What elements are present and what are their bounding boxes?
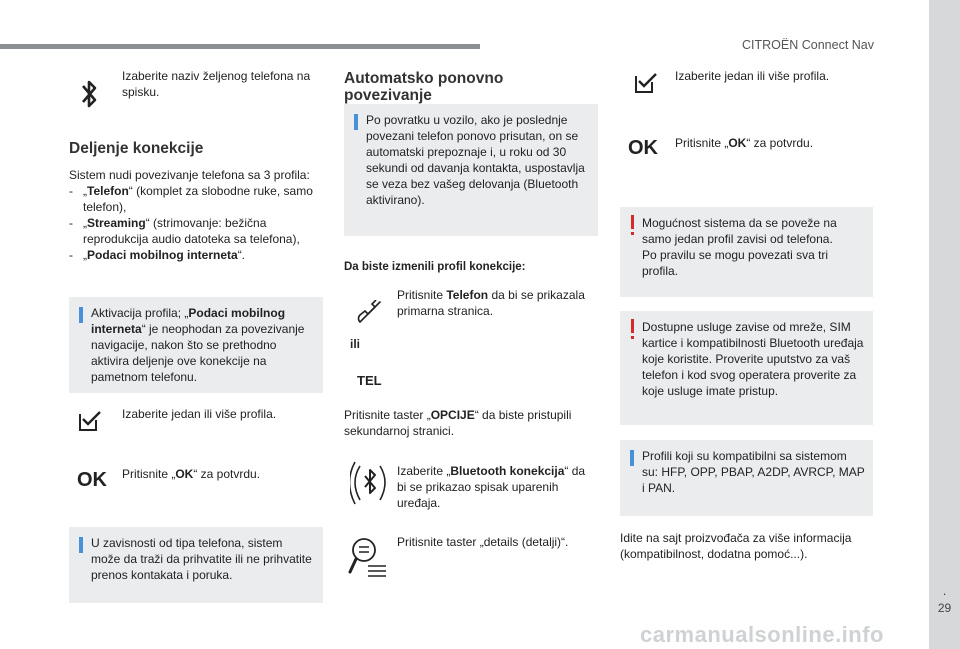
header-brand: CITROËN Connect Nav bbox=[742, 38, 874, 52]
profiles-list bbox=[69, 183, 324, 263]
info-icon bbox=[79, 307, 83, 323]
info-box-contacts bbox=[69, 527, 323, 603]
checkbox-check-icon bbox=[634, 72, 658, 94]
warning-text: Mogućnost sistema da se poveže na samo jedan profil zavisi od telefona. Po pravilu se mogu povezati sva tri profila. bbox=[642, 216, 837, 278]
page-sidebar bbox=[929, 0, 960, 649]
info-box-reconnect bbox=[344, 104, 598, 236]
subheading-change-profile: Da biste izmenili profil konekcije: bbox=[344, 261, 526, 273]
page-number: 29 bbox=[937, 601, 952, 615]
info-text: Po povratku u vozilo, ako je poslednje povezani telefon ponovo prisutan, on se automatski prepoznaje i, u roku od 30 sekundi od davanja kontakta, uspostavlja se veza bez vašeg delovanja (Bluetooth aktivirano). bbox=[366, 113, 585, 207]
step-select-profiles-2: Izaberite jedan ili više profila. bbox=[675, 69, 830, 83]
step-ok-2: Pritisnite „OK“ za potvrdu. bbox=[675, 136, 814, 150]
details-magnifier-icon bbox=[348, 534, 388, 578]
info-text: Profili koji su kompatibilni sa sistemom su: HFP, OPP, PBAP, A2DP, AVRCP, MAP i PAN. bbox=[642, 449, 865, 495]
warning-text: Dostupne usluge zavise od mreže, SIM kartice i kompatibilnosti Bluetooth uređaja koje koristite. Proverite uputstvo za vaš telefon i kod svog operatera proverite za koje usluge imate pristup. bbox=[642, 320, 864, 398]
info-icon bbox=[354, 114, 358, 130]
step-details: Pritisnite taster „details (detalji)“. bbox=[397, 535, 569, 549]
profiles-intro: Sistem nudi povezivanje telefona sa 3 profila: bbox=[69, 168, 310, 182]
checkbox-check-icon bbox=[78, 410, 102, 432]
info-text: U zavisnosti od tipa telefona, sistem može da traži da prihvatite ili ne prihvatite prenos kontakata i poruka. bbox=[91, 536, 312, 582]
list-item: - „Telefon“ (komplet za slobodne ruke, samo telefon), bbox=[69, 183, 324, 215]
info-text: Aktivacija profila; „Podaci mobilnog interneta“ je neophodan za povezivanje navigacije, nakon što se prethodno aktivira deljenje ove konekcije na pametnom telefonu. bbox=[91, 306, 305, 384]
warning-icon bbox=[631, 319, 634, 333]
info-icon bbox=[79, 537, 83, 553]
manufacturer-site-note: Idite na sajt proizvođača za više informacija (kompatibilnost, dodatna pomoć...). bbox=[620, 531, 852, 561]
section-title-sharing: Deljenje konekcije bbox=[69, 140, 204, 157]
step-telefon: Pritisnite Telefon da bi se prikazala primarna stranica. bbox=[397, 288, 585, 318]
step-bluetooth: Izaberite „Bluetooth konekcija“ da bi se prikazao spisak uparenih uređaja. bbox=[397, 464, 586, 510]
info-box-activation bbox=[69, 297, 323, 393]
info-icon bbox=[630, 450, 634, 466]
step-ok: Pritisnite „OK“ za potvrdu. bbox=[122, 467, 261, 481]
step-select-profiles: Izaberite jedan ili više profila. bbox=[122, 407, 277, 421]
info-box-compatible bbox=[620, 440, 873, 516]
ok-icon: OK bbox=[77, 469, 107, 491]
continuation-dot: . bbox=[942, 583, 947, 598]
header-bar bbox=[0, 44, 480, 49]
bluetooth-icon bbox=[80, 78, 98, 110]
bluetooth-signal-icon bbox=[350, 460, 390, 508]
or-label: ili bbox=[350, 337, 361, 351]
watermark: carmanualsonline.info bbox=[640, 622, 884, 647]
warning-icon bbox=[631, 215, 634, 229]
warning-box-services bbox=[620, 311, 873, 425]
ok-icon: OK bbox=[628, 137, 658, 159]
list-item: - „Streaming“ (strimovanje: bežična reprodukcija audio datoteka sa telefona), bbox=[69, 215, 324, 247]
step-opcije: Pritisnite taster „OPCIJE“ da biste pristupili sekundarnoj stranici. bbox=[344, 408, 572, 438]
tel-button-label: TEL bbox=[357, 373, 382, 388]
step-select-phone: Izaberite naziv željenog telefona na spisku. bbox=[122, 69, 311, 99]
section-title-reconnect: Automatsko ponovno povezivanje bbox=[344, 70, 504, 104]
handset-icon bbox=[356, 300, 382, 324]
warning-box-profile bbox=[620, 207, 873, 297]
list-item: - „Podaci mobilnog interneta“. bbox=[69, 247, 324, 263]
